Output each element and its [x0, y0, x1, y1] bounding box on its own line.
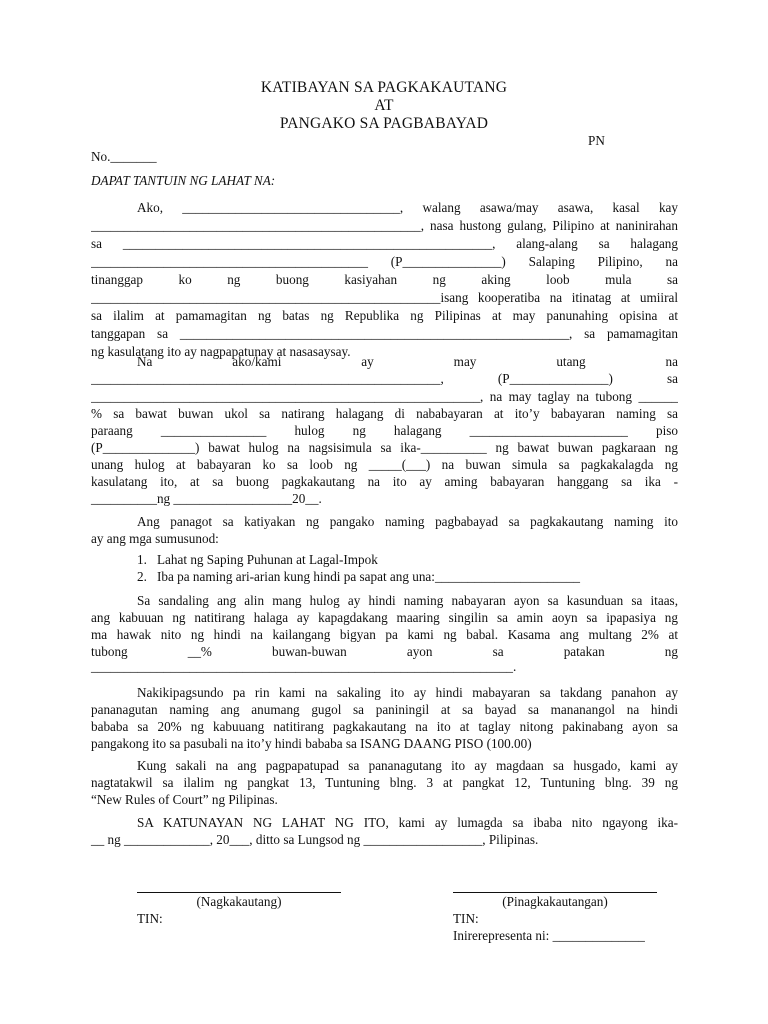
text-line: Nakikipagsundo pa rin kami na sakaling ito ay hindi mabayaran sa takdang panahon ay: [137, 685, 678, 700]
document-title-line3: PANGAKO SA PAGBABAYAD: [279, 115, 489, 132]
text-line: SA KATUNAYAN NG LAHAT NG ITO, kami ay lumagda sa ibaba nito ngayong ika-: [137, 815, 678, 830]
text-line: ___________________________________________________________, na may taglay na tubong ______: [91, 389, 678, 404]
text-line: kasulatang ito, at sa buong pagkakautang na ito ay aming babayaran hanggang sa ika -: [91, 474, 678, 489]
text-line: unang hulog at babayaran ko sa loob ng _____(___) na buwan simula sa pagkakalagda ng: [91, 457, 678, 472]
text-line: Sa sandaling ang alin mang hulog ay hindi naming nabayaran ayon sa kasunduan sa itaas,: [137, 593, 678, 608]
text-line: (P______________) bawat hulog na nagsisimula sa ika-__________ ng bawat buwan pagkaraan ng: [91, 440, 678, 455]
text-line: sa ________________________________________________________, alang-alang sa halagang: [91, 236, 678, 251]
text-line: “New Rules of Court” ng Pilipinas.: [91, 792, 278, 807]
text-line: Kung sakali na ang pagpapatupad sa pananagutang ito ay magdaan sa husgado, kami ay: [137, 758, 678, 773]
text-line: % sa bawat buwan ukol sa natirang halagang di nababayaran at ito’y babayaran naming sa: [91, 406, 678, 421]
text-line: _____________________________________________________isang kooperatiba na itinatag at umiiral: [91, 290, 678, 305]
text-line: __________________________________________ (P_______________) Salaping Pilipino, na: [91, 254, 678, 269]
text-line: ng kasulatang ito ay nagpapatunay at nasasaysay.: [91, 344, 351, 359]
text-line: __________________________________________________, nasa hustong gulang, Pilipino at naninirahan: [91, 218, 678, 233]
lender-label: (Pinagkakautangan): [502, 894, 608, 909]
lender-representative: Inirerepresenta ni: ______________: [453, 928, 645, 943]
text-line: ang kabuuan ng natitirang halaga ay kapagdakang maaring singilin sa amin aoyn sa ipapasiya ng: [91, 610, 678, 625]
list-item: Lahat ng Saping Puhunan at Lagal-Impok: [157, 552, 378, 567]
document-title-line1: KATIBAYAN SA PAGKAKAUTANG: [260, 79, 508, 96]
text-line: tanggapan sa ___________________________________________________________, sa pamamagitan: [91, 326, 678, 341]
text-line: __________ng __________________20__.: [91, 491, 322, 506]
text-line: __ ng _____________, 20___, ditto sa Lungsod ng __________________, Pilipinas.: [91, 832, 539, 847]
signature-line: [137, 892, 341, 893]
lender-tin: TIN:: [453, 911, 479, 926]
document-number: No._______: [91, 149, 157, 164]
borrower-label: (Nagkakautang): [196, 894, 282, 909]
text-line: ma hawak nito ng hindi na kailangang bigyan pa kami ng babal. Kasama ang multang 2% at: [91, 627, 678, 642]
pn-label: PN: [588, 133, 605, 148]
text-line: ay ang mga sumusunod:: [91, 531, 219, 546]
list-item: Iba pa naming ari-arian kung hindi pa sapat ang una:______________________: [157, 569, 581, 584]
notice-heading: DAPAT TANTUIN NG LAHAT NA:: [91, 173, 276, 188]
signature-line: [453, 892, 657, 893]
text-line: Na ako/kami ay may utang na: [137, 354, 678, 369]
document-title-line2: AT: [374, 97, 394, 114]
text-line: Ang panagot sa katiyakan ng pangako naming pagbabayad sa pagkakautang naming ito: [137, 514, 678, 529]
list-item-number: 2.: [137, 569, 147, 584]
text-line: pananagutan naming ang anumang gugol sa paniningil at sa bayad sa mananangol na hindi: [91, 702, 678, 717]
list-item-number: 1.: [137, 552, 147, 567]
text-line: tubong __% buwan-buwan ayon sa patakan ng: [91, 644, 678, 659]
text-line: sa ilalim at pamamagitan ng batas ng Republika ng Pilipinas at may panunahing opisina at: [91, 308, 678, 323]
text-line: paraang ________________ hulog ng halagang ________________________ piso: [91, 423, 678, 438]
borrower-tin: TIN:: [137, 911, 163, 926]
text-line: ________________________________________________________________.: [91, 659, 517, 674]
text-line: nagtatakwil sa ilalim ng pangkat 13, Tuntuning blng. 3 at pangkat 12, Tuntuning blng. 39 ng: [91, 775, 678, 790]
text-line: bababa sa 20% ng kabuuang natitirang pagkakautang na ito at taglay nitong pakinabang ayon sa: [91, 719, 678, 734]
text-line: _____________________________________________________, (P_______________) sa: [91, 371, 678, 386]
text-line: pangakong ito sa pasubali na ito’y hindi bababa sa ISANG DAANG PISO (100.00): [91, 736, 532, 751]
text-line: Ako, _________________________________, walang asawa/may asawa, kasal kay: [137, 200, 678, 215]
text-line: tinanggap ko ng buong kasiyahan ng aking loob mula sa: [91, 272, 678, 287]
